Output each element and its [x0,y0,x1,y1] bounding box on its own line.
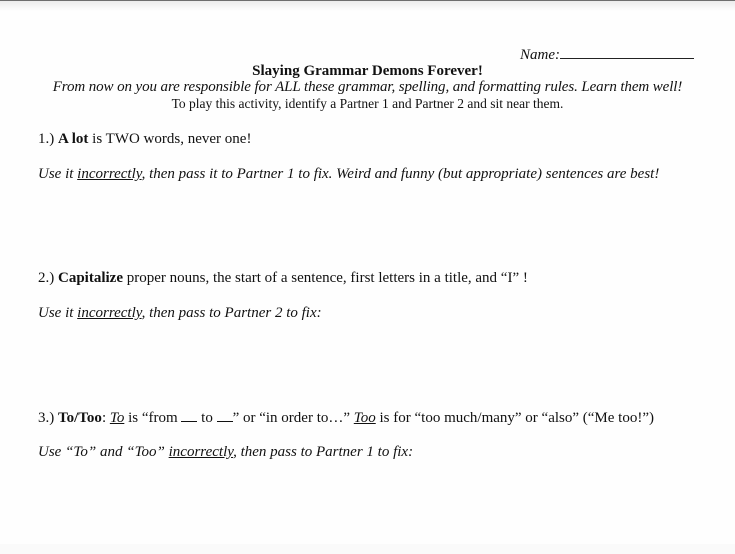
task-3 [38,444,413,461]
fill-blank-2 [217,409,233,422]
fill-blank-1 [181,409,197,422]
task-text-pre: Use it [38,166,78,182]
name-blank-line [560,44,694,59]
rule-term: Capitalize [58,270,123,286]
rule-3 [38,409,654,427]
name-field [520,44,694,64]
task-text-pre: Use it [38,305,78,321]
to-definition-b: to [197,410,217,426]
too-word: Too [353,410,376,426]
task-underlined: incorrectly [168,444,234,460]
too-definition: is for “too much/many” or “also” (“Me too!”) [375,410,654,426]
task-1 [38,166,659,183]
worksheet-subtitle: From now on you are responsible for ALL these grammar, spelling, and formatting rules. Learn them well! [52,79,683,95]
task-text-post: , then pass it to Partner 1 to fix. Weird and funny (but appropriate) sentences are best! [141,166,660,182]
viewer-bottom-edge [0,544,735,554]
rule-term: A lot [58,131,89,147]
rule-text: proper nouns, the start of a sentence, first letters in a title, and “I” ! [123,270,528,286]
rule-colon: : [101,410,110,426]
rule-term: To/Too [58,410,102,426]
to-word: To [109,410,125,426]
rule-1 [38,131,251,148]
name-label: Name: [520,47,560,63]
task-text-post: , then pass to Partner 2 to fix: [141,305,322,321]
rule-number: 2.) [38,270,55,286]
task-underlined: incorrectly [77,166,142,182]
rule-text: is TWO words, never one! [88,131,252,147]
task-text-post: , then pass to Partner 1 to fix: [233,444,414,460]
to-definition-c: ” or “in order to…” [232,410,354,426]
to-definition-a: is “from [124,410,182,426]
rule-number: 1.) [38,131,55,147]
rule-number: 3.) [38,410,55,426]
task-2 [38,305,322,322]
worksheet-title: Slaying Grammar Demons Forever! [252,63,483,79]
activity-instruction: To play this activity, identify a Partner 1 and Partner 2 and sit near them. [171,96,564,111]
task-underlined: incorrectly [77,305,142,321]
rule-2 [38,270,528,287]
task-text-pre: Use “To” and “Too” [38,444,169,460]
